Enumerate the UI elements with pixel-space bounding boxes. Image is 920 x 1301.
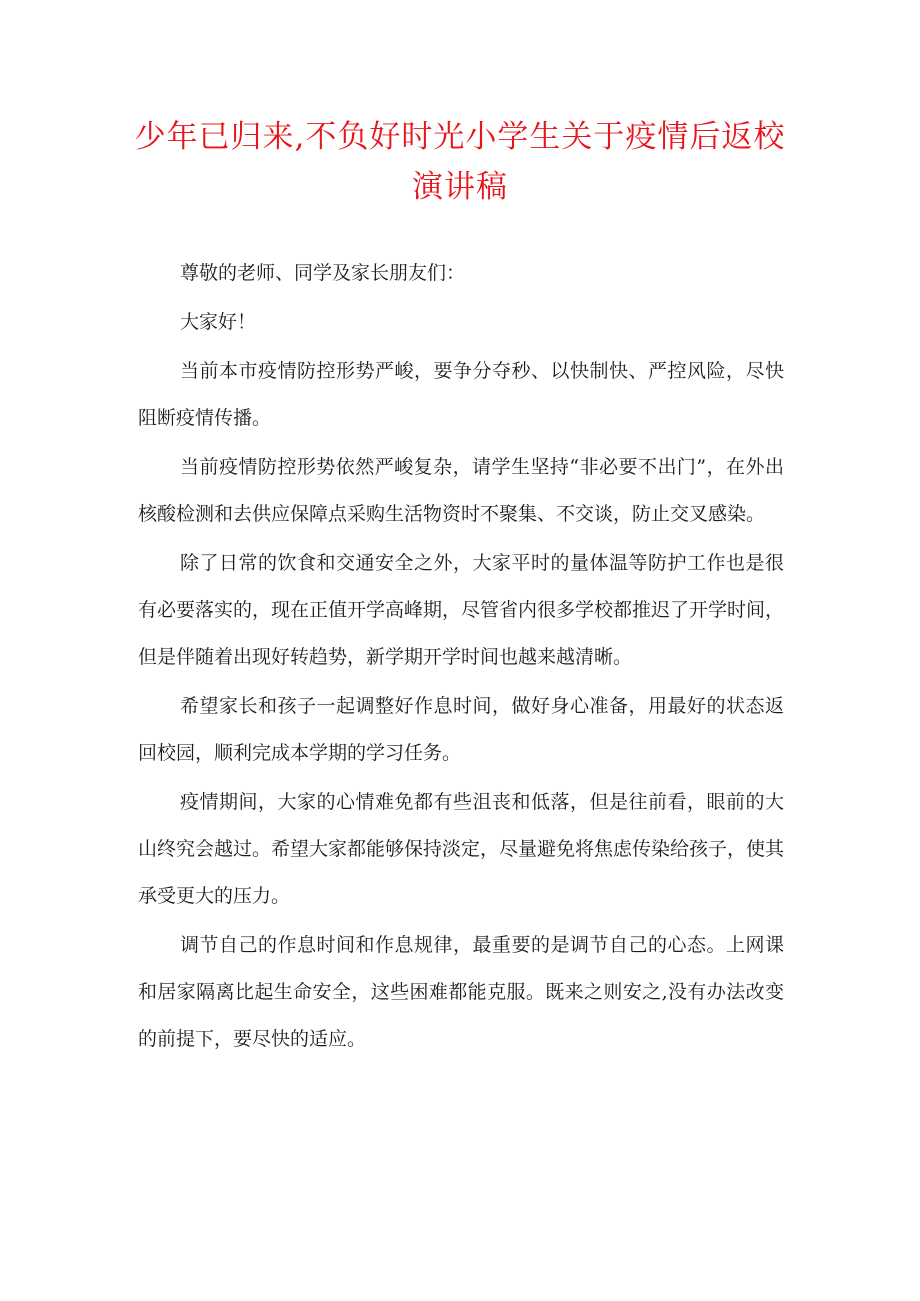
document-body bbox=[138, 250, 784, 1063]
paragraph: 调节自己的作息时间和作息规律，最重要的是调节自己的心态。上网课和居家隔离比起生命安全，这些困难都能克服。既来之则安之,没有办法改变的前提下，要尽快的适应。 bbox=[138, 934, 784, 1050]
paragraph: 疫情期间，大家的心情难免都有些沮丧和低落，但是往前看，眼前的大山终究会越过。希望大家都能够保持淡定，尽量避免将焦虑传染给孩子，使其承受更大的压力。 bbox=[138, 791, 785, 907]
paragraph: 希望家长和孩子一起调整好作息时间，做好身心准备，用最好的状态返回校园，顺利完成本学期的学习任务。 bbox=[138, 695, 784, 764]
document-title: 少年已归来,不负好时光小学生关于疫情后返校演讲稿 bbox=[134, 119, 786, 205]
salutation: 尊敬的老师、同学及家长朋友们： bbox=[180, 262, 466, 284]
paragraph: 当前本市疫情防控形势严峻，要争分夺秒、以快制快、严控风险，尽快阻断疫情传播。 bbox=[138, 360, 784, 429]
greeting: 大家好！ bbox=[180, 311, 257, 333]
paragraph: 当前疫情防控形势依然严峻复杂，请学生坚持“非必要不出门”，在外出核酸检测和去供应保障点采购生活物资时不聚集、不交谈，防止交叉感染。 bbox=[138, 456, 784, 525]
paragraph: 除了日常的饮食和交通安全之外，大家平时的量体温等防护工作也是很有必要落实的，现在正值开学高峰期，尽管省内很多学校都推迟了开学时间，但是伴随着出现好转趋势，新学期开学时间也越来越清晰。 bbox=[138, 552, 785, 668]
